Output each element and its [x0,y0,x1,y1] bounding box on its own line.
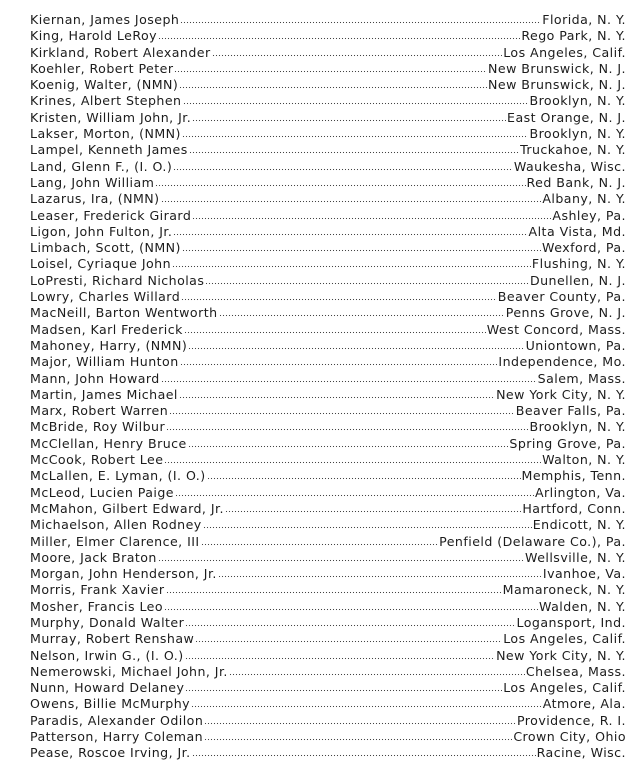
hometown: New York City, N. Y. [496,386,626,402]
person-name: Krines, Albert Stephen [30,93,182,109]
roster-entry [30,680,626,696]
hometown: West Concord, Mass. [486,321,626,337]
hometown: Waukesha, Wisc. [513,158,626,174]
roster-entry [30,403,626,419]
person-name: Miller, Elmer Clarence, III [30,533,200,549]
dot-leader [188,445,509,448]
dot-leader [204,738,512,741]
hometown: Brooklyn, N. Y. [529,126,626,142]
hometown: Ivanhoe, Va. [542,566,626,582]
dot-leader [185,689,502,692]
roster-entry [30,240,626,256]
hometown: East Orange, N. J. [507,109,626,125]
dot-leader [172,265,531,268]
hometown: Los Angeles, Calif. [503,631,626,647]
person-name: Mann, John Howard [30,370,160,386]
dot-leader [204,722,516,725]
dot-leader [169,412,515,415]
roster-entry [30,550,626,566]
person-name: King, Harold LeRoy [30,28,158,44]
dot-leader [174,70,487,73]
hometown: Walton, N. Y. [542,452,626,468]
roster-entry [30,224,626,240]
roster-entry [30,485,626,501]
hometown: Penfield (Delaware Co.), Pa. [439,533,626,549]
hometown: Logansport, Ind. [516,614,626,630]
dot-leader [180,21,541,24]
hometown: Spring Grove, Pa. [509,435,626,451]
hometown: Flushing, N. Y. [531,256,626,272]
dot-leader [183,102,529,105]
roster-entry [30,77,626,93]
dot-leader [179,396,495,399]
person-name: Michaelson, Allen Rodney [30,517,202,533]
roster-entry [30,696,626,712]
hometown: Beaver County, Pa. [497,289,626,305]
person-name: MacNeill, Barton Wentworth [30,305,218,321]
hometown: Atmore, Ala. [542,696,626,712]
person-name: Pease, Roscoe Irving, Jr. [30,745,191,761]
dot-leader [205,282,529,285]
roster-entry [30,534,626,550]
roster-entry [30,468,626,484]
roster-entry [30,371,626,387]
roster-entry [30,517,626,533]
dot-leader [173,233,527,236]
person-name: Murphy, Donald Walter [30,614,185,630]
person-name: Morris, Frank Xavier [30,582,165,598]
roster-entry [30,322,626,338]
roster-entry [30,599,626,615]
roster-entry [30,338,626,354]
dot-leader [180,363,498,366]
hometown: Independence, Mo. [498,354,626,370]
roster-entry [30,126,626,142]
roster-entry [30,289,626,305]
dot-leader [192,119,506,122]
hometown: Rego Park, N. Y. [521,28,626,44]
hometown: Albany, N. Y. [542,191,626,207]
roster-entry [30,631,626,647]
hometown: Red Bank, N. J. [526,174,626,190]
person-name: Murray, Robert Renshaw [30,631,195,647]
dot-leader [166,428,528,431]
person-name: Loisel, Cyriaque John [30,256,172,272]
person-name: Ligon, John Fulton, Jr. [30,223,173,239]
dot-leader [192,754,536,757]
hometown: Chelsea, Mass. [525,663,626,679]
person-name: Moore, Jack Braton [30,549,157,565]
person-name: Morgan, John Henderson, Jr. [30,566,217,582]
hometown: New Brunswick, N. J. [488,60,626,76]
dot-leader [175,494,534,497]
roster-entry [30,729,626,745]
dot-leader [164,461,541,464]
dot-leader [185,657,495,660]
person-name: Lazarus, Ira, (NMN) [30,191,160,207]
person-name: Lang, John William [30,174,155,190]
roster-entry [30,305,626,321]
dot-leader [191,705,542,708]
dot-leader [207,477,521,480]
hometown: Wexford, Pa. [542,240,626,256]
dot-leader [158,37,520,40]
hometown: Racine, Wisc. [536,745,626,761]
hometown: Truckahoe, N. Y. [520,142,626,158]
person-name: Mahoney, Harry, (NMN) [30,337,188,353]
person-name: Marx, Robert Warren [30,403,169,419]
dot-leader [219,314,505,317]
dot-leader [184,331,486,334]
person-name: Patterson, Harry Coleman [30,729,204,745]
dot-leader [229,673,525,676]
dot-leader [166,591,502,594]
person-name: McLallen, E. Lyman, (I. O.) [30,468,206,484]
roster-entry [30,419,626,435]
hometown: Dunellen, N. J. [529,272,626,288]
person-name: McMahon, Gilbert Edward, Jr. [30,500,224,516]
roster-entry [30,191,626,207]
hometown: Salem, Mass. [537,370,626,386]
roster-entry [30,745,626,761]
dot-leader [155,184,525,187]
person-name: Nunn, Howard Delaney [30,680,185,696]
dot-leader [201,543,439,546]
roster-entry [30,664,626,680]
dot-leader [212,54,503,57]
person-name: Leaser, Frederick Girard [30,207,192,223]
dot-leader [195,640,502,643]
hometown: Florida, N. Y. [542,12,626,27]
dot-leader [161,380,537,383]
person-name: Lampel, Kenneth James [30,142,188,158]
roster-entry [30,175,626,191]
hometown: Brooklyn, N. Y. [529,419,626,435]
roster-entry [30,256,626,272]
dot-leader [179,86,487,89]
roster-entry [30,61,626,77]
roster-entry [30,648,626,664]
roster-entry [30,615,626,631]
dot-leader [181,298,497,301]
dot-leader [182,249,541,252]
person-name: McClellan, Henry Bruce [30,435,187,451]
dot-leader [164,608,538,611]
hometown: Endicott, N. Y. [532,517,626,533]
hometown: Ashley, Pa. [552,207,626,223]
roster-entry [30,387,626,403]
dot-leader [161,200,542,203]
hometown: Walden, N. Y. [538,598,626,614]
person-name: Lowry, Charles Willard [30,289,181,305]
hometown: Los Angeles, Calif. [503,680,626,696]
hometown: Wellsville, N. Y. [525,549,626,565]
roster-entry [30,159,626,175]
hometown: Uniontown, Pa. [525,337,626,353]
dot-leader [192,217,551,220]
person-name: Mosher, Francis Leo [30,598,164,614]
roster-entry [30,45,626,61]
roster-list [30,12,626,762]
roster-entry [30,713,626,729]
dot-leader [218,575,542,578]
hometown: Beaver Falls, Pa. [515,403,626,419]
hometown: New Brunswick, N. J. [488,77,626,93]
roster-entry [30,142,626,158]
roster-entry [30,208,626,224]
person-name: Koehler, Robert Peter [30,60,174,76]
dot-leader [188,347,524,350]
hometown: Alta Vista, Md. [528,223,626,239]
dot-leader [158,559,524,562]
person-name: Madsen, Karl Frederick [30,321,183,337]
person-name: Paradis, Alexander Odilon [30,712,204,728]
hometown: Memphis, Tenn. [521,468,626,484]
person-name: McBride, Roy Wilbur [30,419,166,435]
dot-leader [173,168,513,171]
dot-leader [182,135,529,138]
dot-leader [203,526,532,529]
person-name: Owens, Billie McMurphy [30,696,191,712]
hometown: Penns Grove, N. J. [505,305,626,321]
hometown: Hartford, Conn. [522,500,626,516]
roster-entry [30,566,626,582]
person-name: Kristen, William John, Jr. [30,109,192,125]
person-name: Major, William Hunton [30,354,179,370]
dot-leader [185,624,515,627]
person-name: Limbach, Scott, (NMN) [30,240,181,256]
roster-entry [30,452,626,468]
person-name: Koenig, Walter, (NMN) [30,77,179,93]
roster-entry [30,28,626,44]
roster-entry [30,12,626,28]
hometown: Los Angeles, Calif. [503,44,626,60]
roster-entry [30,93,626,109]
person-name: McCook, Robert Lee [30,452,164,468]
person-name: Nelson, Irwin G., (I. O.) [30,647,184,663]
dot-leader [189,151,519,154]
person-name: Martin, James Michael [30,386,178,402]
roster-entry [30,582,626,598]
person-name: Kirkland, Robert Alexander [30,44,211,60]
hometown: Arlington, Va. [534,484,626,500]
hometown: Mamaroneck, N. Y. [502,582,626,598]
roster-entry [30,273,626,289]
hometown: Brooklyn, N. Y. [529,93,626,109]
person-name: Nemerowski, Michael John, Jr. [30,663,228,679]
roster-entry [30,110,626,126]
person-name: Land, Glenn F., (I. O.) [30,158,173,174]
dot-leader [225,510,521,513]
roster-entry [30,436,626,452]
roster-entry [30,354,626,370]
person-name: McLeod, Lucien Paige [30,484,174,500]
person-name: Kiernan, James Joseph [30,12,180,27]
roster-entry [30,501,626,517]
person-name: LoPresti, Richard Nicholas [30,272,205,288]
person-name: Lakser, Morton, (NMN) [30,126,181,142]
hometown: Providence, R. I. [516,712,626,728]
hometown: Crown City, Ohio [513,729,626,745]
hometown: New York City, N. Y. [496,647,626,663]
